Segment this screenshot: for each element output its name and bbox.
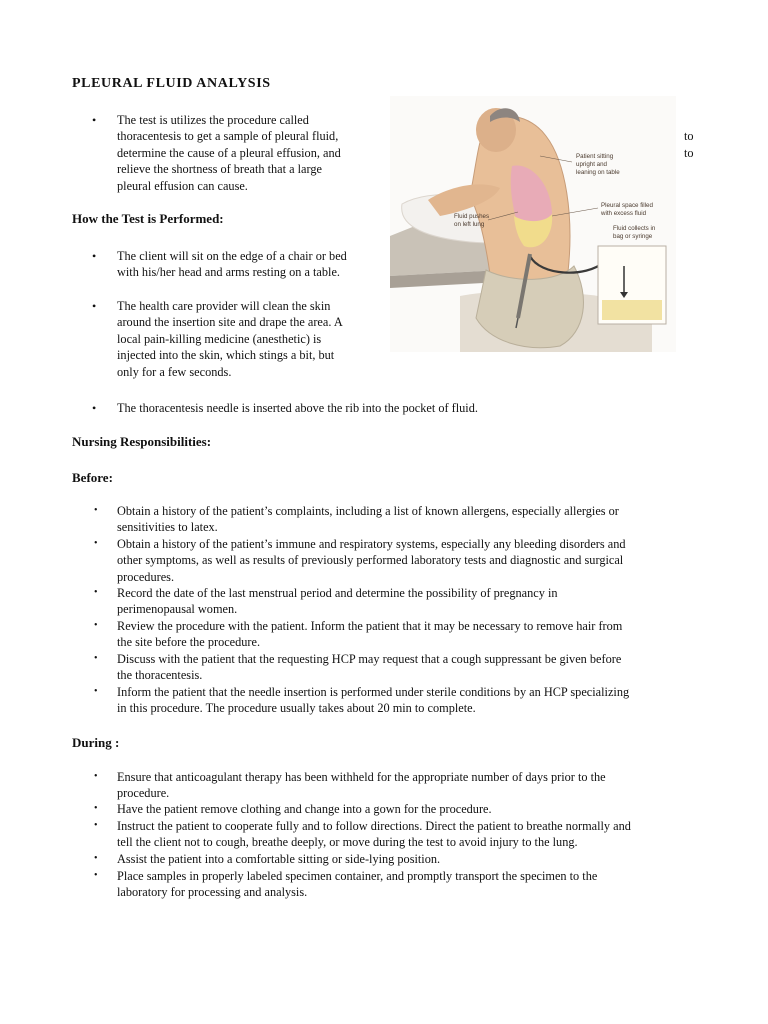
during-item xyxy=(117,868,597,901)
before-item xyxy=(117,585,558,618)
text-line: sensitivities to latex. xyxy=(117,520,218,535)
bullet-dot: • xyxy=(94,870,98,881)
bullet-dot: • xyxy=(94,686,98,697)
text-line: relieve the shortness of breath that a large xyxy=(117,162,322,177)
text-line: with his/her head and arms resting on a table. xyxy=(117,265,340,280)
figure-label: Pleural space filled with excess fluid xyxy=(601,202,653,217)
during-item xyxy=(117,851,440,867)
text-line: Place samples in properly labeled specimen container, and promptly transport the specimen to the xyxy=(117,869,598,883)
justified-tail-word: to xyxy=(684,146,694,160)
text-line: only for a few seconds. xyxy=(117,364,232,379)
text-line: procedure. xyxy=(117,786,170,801)
figure-label: Patient sitting upright and leaning on table xyxy=(576,153,620,176)
justified-tail-word: to xyxy=(684,129,694,143)
bullet-dot: • xyxy=(94,771,98,782)
bullet-dot: • xyxy=(94,620,98,631)
how-item xyxy=(117,298,343,380)
during-item xyxy=(117,801,492,817)
text-line: The health care provider will clean the skin xyxy=(117,299,331,313)
text-line: The test is utilizes the procedure called xyxy=(117,113,309,127)
document-title: PLEURAL FLUID ANALYSIS xyxy=(72,76,271,91)
bullet-dot: • xyxy=(94,538,98,549)
before-item xyxy=(117,618,622,651)
text-line: Review the procedure with the patient. Inform the patient that it may be necessary to remove hair from xyxy=(117,619,623,633)
bullet-dot: • xyxy=(92,113,97,127)
bullet-dot: • xyxy=(94,653,98,664)
bullet-dot: • xyxy=(94,505,98,516)
text-line: in this procedure. The procedure usually takes about 20 min to complete. xyxy=(117,701,476,716)
text-line: other symptoms, as well as results of previously performed laboratory tests and diagnostic and surgical xyxy=(117,553,624,568)
text-line: Assist the patient into a comfortable sitting or side-lying position. xyxy=(117,852,441,866)
text-line: the thoracentesis. xyxy=(117,668,203,683)
intro-item xyxy=(117,112,341,194)
during-heading: During : xyxy=(72,735,120,750)
during-item xyxy=(117,818,631,851)
text-line: Obtain a history of the patient’s immune and respiratory systems, especially any bleeding disorders and xyxy=(117,537,626,551)
text-line: determine the cause of a pleural effusion, and xyxy=(117,145,341,160)
bullet-dot: • xyxy=(92,299,97,313)
text-line: laboratory for processing and analysis. xyxy=(117,885,308,900)
nursing-heading: Nursing Responsibilities: xyxy=(72,434,212,449)
text-line: the site before the procedure. xyxy=(117,635,261,650)
how-heading: How the Test is Performed: xyxy=(72,211,224,226)
before-item xyxy=(117,684,629,717)
text-line: The client will sit on the edge of a chair or bed xyxy=(117,249,347,263)
text-line: perimenopausal women. xyxy=(117,602,238,617)
text-line: Inform the patient that the needle insertion is performed under sterile conditions by an HCP specializing xyxy=(117,685,630,699)
bullet-dot: • xyxy=(92,401,97,415)
text-line: Obtain a history of the patient’s complaints, including a list of known allergens, especially allergies or xyxy=(117,504,619,518)
bullet-dot: • xyxy=(94,803,98,814)
how-item xyxy=(117,248,347,281)
before-item xyxy=(117,536,626,585)
before-heading: Before: xyxy=(72,470,113,485)
figure-label: Fluid collects in bag or syringe xyxy=(613,225,656,240)
text-line: Ensure that anticoagulant therapy has been withheld for the appropriate number of days prior to the xyxy=(117,770,606,784)
bullet-dot: • xyxy=(92,249,97,263)
text-line: Have the patient remove clothing and change into a gown for the procedure. xyxy=(117,802,492,816)
text-line: Instruct the patient to cooperate fully and to follow directions. Direct the patient to breathe normally and xyxy=(117,819,631,833)
text-line: Discuss with the patient that the requesting HCP may request that a cough suppressant be given before xyxy=(117,652,622,666)
bullet-dot: • xyxy=(94,820,98,831)
text-line: tell the client not to cough, breathe deeply, or move during the test to avoid injury to the lung. xyxy=(117,835,578,850)
bullet-dot: • xyxy=(94,587,98,598)
during-item xyxy=(117,769,606,802)
thoracentesis-illustration xyxy=(390,96,676,352)
text-line: local pain-killing medicine (anesthetic) is xyxy=(117,331,322,346)
before-item xyxy=(117,651,621,684)
how-item xyxy=(117,400,478,416)
text-line: Record the date of the last menstrual period and determine the possibility of pregnancy in xyxy=(117,586,558,600)
text-line: thoracentesis to get a sample of pleural fluid, xyxy=(117,129,339,144)
before-item xyxy=(117,503,619,536)
text-line: around the insertion site and drape the area. A xyxy=(117,315,343,330)
text-line: procedures. xyxy=(117,569,175,584)
text-line: injected into the skin, which stings a bit, but xyxy=(117,348,335,363)
figure-label: Fluid pushes on left lung xyxy=(454,213,490,228)
text-line: The thoracentesis needle is inserted above the rib into the pocket of fluid. xyxy=(117,401,478,415)
bullet-dot: • xyxy=(94,853,98,864)
text-line: pleural effusion can cause. xyxy=(117,178,248,193)
